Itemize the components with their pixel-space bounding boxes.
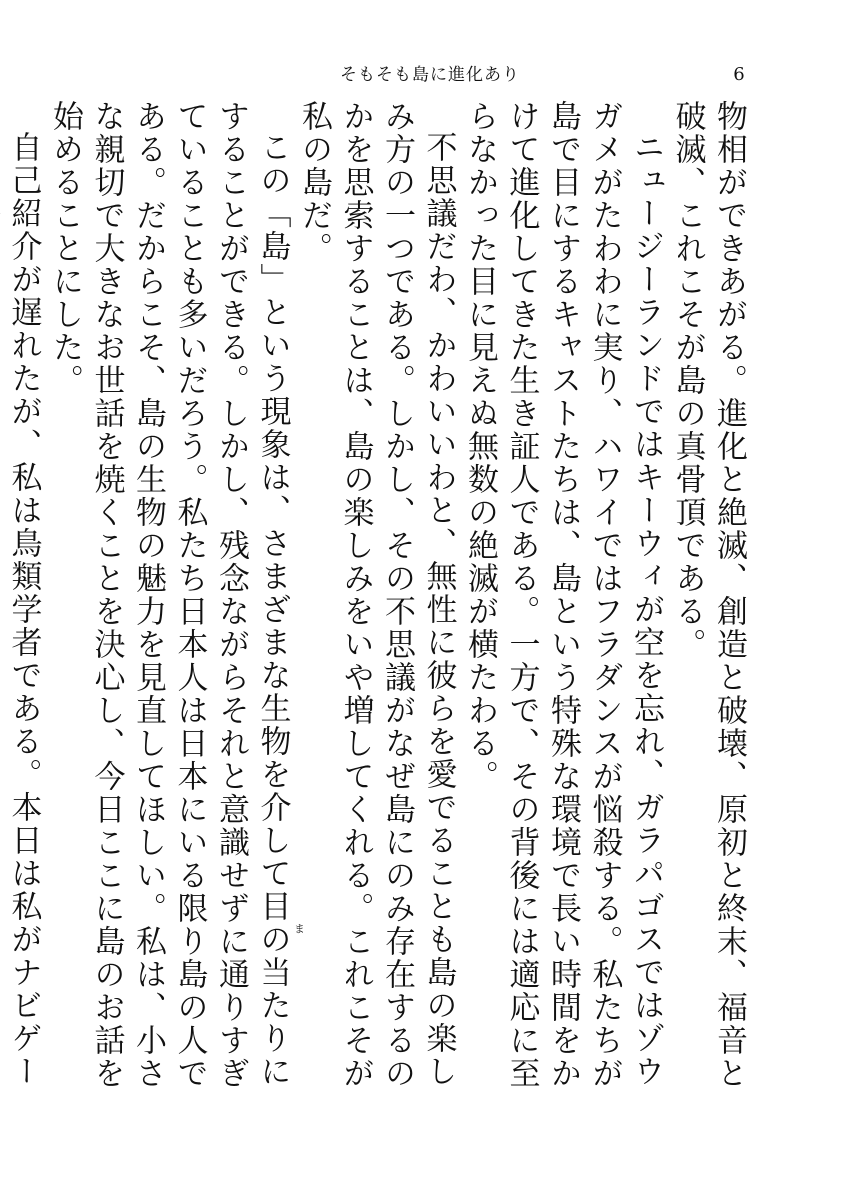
paragraph-4-text-before: この「島」という現象は、さまざまな生物を介して bbox=[254, 131, 291, 890]
page-number: 6 bbox=[733, 64, 745, 85]
paragraph-4-text-after: の当たりにすることができる。しかし、残念ながらそれと意識せずに通りすぎていることも多いだろう。私たち日本人は日本にいる限り島の人である。だからこそ、島の生物の魅力を見直してほしい。私は、小さな親切で大きなお世話を焼くことを決心し、今日ここに島のお話を始めることにした。 bbox=[47, 100, 291, 1090]
paragraph-2: ニュージーランドではキーウィが空を忘れ、ガラパゴスではゾウガメがたわわに実り、ハワイではフラダンスが悩殺する。私たちが島で目にするキャストたちは、島という特殊な環境で長い時間をかけて進化してきた生き証人である。一方で、その背後には適応に至らなかった目に見えぬ無数の絶滅が横たわる。 bbox=[462, 100, 664, 1090]
running-header-title: そもそも島に進化あり bbox=[340, 65, 520, 85]
paragraph-1: 物相ができあがる。進化と絶滅、創造と破壊、原初と終末、福音と破滅、これこそが島の真骨頂である。 bbox=[669, 100, 747, 1090]
ruby-annotation: ま bbox=[292, 923, 306, 934]
body-text bbox=[5, 100, 749, 1100]
paragraph-4 bbox=[44, 100, 306, 1100]
ruby-base-text: 目 bbox=[254, 890, 291, 923]
paragraph-3: 不思議だわ、かわいいわと、無性に彼らを愛でることも島の楽しみ方の一つである。しかし、その不思議がなぜ島にのみ存在するのかを思索することは、島の楽しみをいや増してくれる。これこそが私の島だ。 bbox=[296, 100, 457, 1090]
paragraph-5: 自己紹介が遅れたが、私は鳥類学者である。本日は私がナビゲー bbox=[5, 131, 42, 1088]
ruby-base-character bbox=[254, 890, 306, 934]
